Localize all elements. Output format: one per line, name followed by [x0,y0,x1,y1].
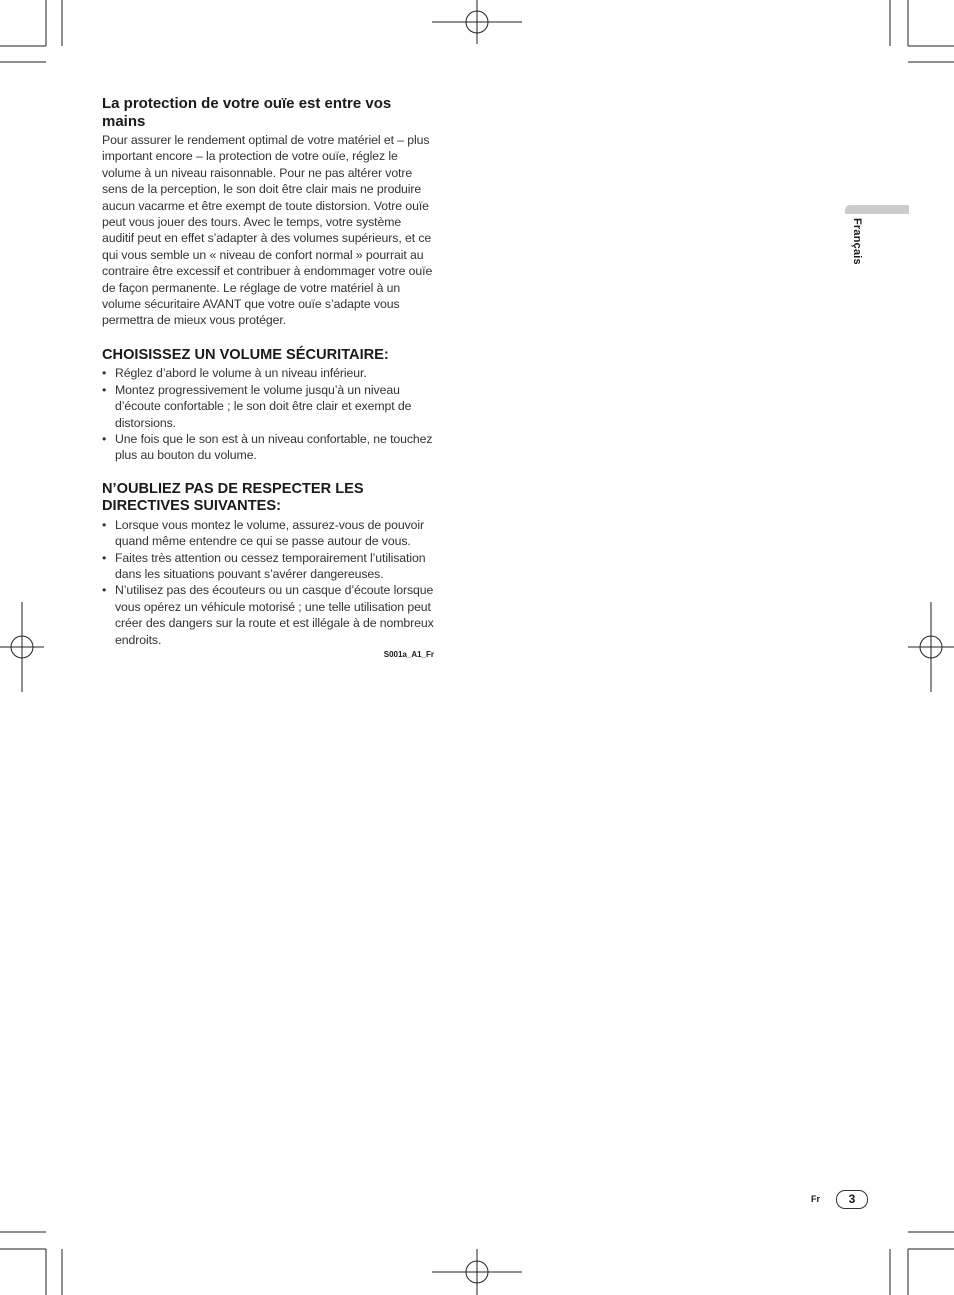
list-item: • Lorsque vous montez le volume, assurez-vous de pouvoir quand même entendre ce qui se passe autour de vous. [102,517,425,549]
main-column [102,95,434,659]
list-item: • Montez progressivement le volume jusqu’à un niveau d’écoute confortable ; le son doit être clair et exempt de distorsions. [102,382,412,430]
list-item: • N’utilisez pas des écouteurs ou un casque d’écoute lorsque vous opérez un véhicule motorisé ; une telle utilisation peut créer des dangers sur la route et est illégale à de nombreux endroits. [102,583,434,647]
intro-paragraph: Pour assurer le rendement optimal de votre matériel et – plus important encore – la protection de votre ouïe, réglez le volume à un niveau raisonnable. Pour ne pas altérer votre sens de la perception, le son doit être clair mais ne produire aucun vacarme et être exempt de toute distorsion. Votre ouïe peut vous jouer des tours. Avec le temps, votre système auditif peut en effet s’adapter à des volumes supérieurs, et ce qui vous semble un « niveau de confort normal » pourrait au contraire être excessif et contribuer à endommager votre ouïe de façon permanente. Le réglage de votre matériel à un volume sécuritaire AVANT que votre ouïe s’adapte vous permettra de mieux vous protéger. [102,133,433,328]
heading-guidelines: N’OUBLIEZ PAS DE RESPECTER LES DIRECTIVES SUIVANTES: [102,480,364,515]
list-item: • Faites très attention ou cessez temporairement l’utilisation dans les situations pouvant s’avérer dangereuses. [102,550,426,582]
list-item: • Réglez d’abord le volume à un niveau inférieur. [102,366,367,381]
document-code: S001a_A1_Fr [383,650,434,660]
list-safe-volume [102,365,434,463]
heading-safe-volume: CHOISISSEZ UN VOLUME SÉCURITAIRE: [102,346,389,363]
list-guidelines [102,517,434,648]
list-item: • Une fois que le son est à un niveau confortable, ne touchez plus au bouton du volume. [102,432,433,463]
language-tab-label: Français [851,218,863,265]
page-number: 3 [836,1190,868,1209]
footer-language: Fr [811,1194,820,1204]
language-tab-bar [845,205,909,214]
section-title-hearing: La protection de votre ouïe est entre vos mains [102,95,392,130]
